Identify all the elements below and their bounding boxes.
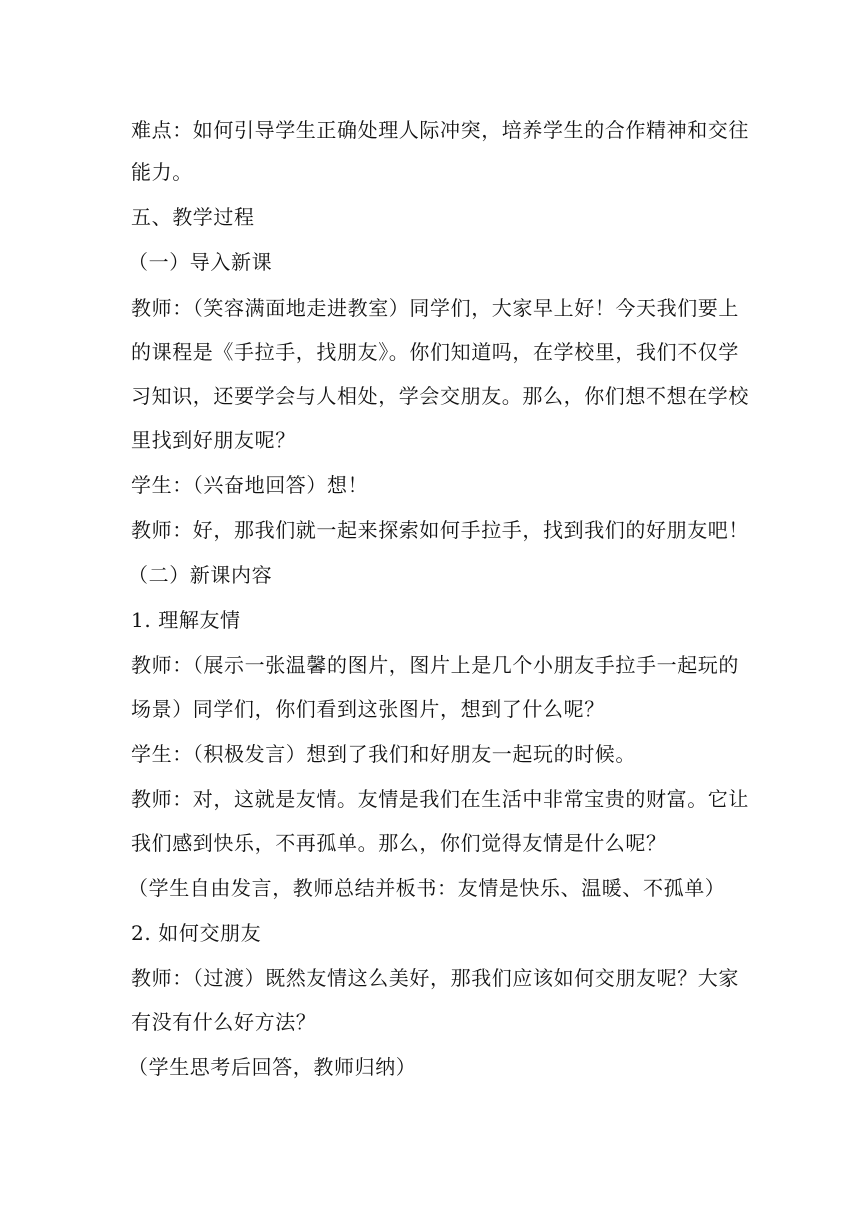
text-line-students-discuss: （学生自由发言，教师总结并板书：友情是快乐、温暖、不孤单） bbox=[128, 876, 726, 900]
text-line-teacher-5: 教师：（过渡）既然友情这么美好，那我们应该如何交朋友呢？大家 bbox=[131, 966, 739, 990]
text-line-teacher-4: 教师：对，这就是友情。友情是我们在生活中非常宝贵的财富。它让 bbox=[131, 787, 749, 811]
text-line-students-answer: （学生思考后回答，教师归纳） bbox=[128, 1055, 417, 1079]
text-line-teacher-4-cont: 我们感到快乐，不再孤单。那么，你们觉得友情是什么呢？ bbox=[131, 831, 667, 855]
text-line-teacher-2: 教师：好，那我们就一起来探索如何手拉手，找到我们的好朋友吧！ bbox=[131, 518, 749, 542]
item-heading-understand-friendship: 1. 理解友情 bbox=[131, 608, 241, 632]
section-heading-teaching-process: 五、教学过程 bbox=[131, 205, 255, 229]
subsection-heading-intro: （一）导入新课 bbox=[128, 250, 273, 274]
text-line-teacher-5-cont: 有没有什么好方法？ bbox=[131, 1010, 317, 1034]
text-line-teacher-1: 教师：（笑容满面地走进教室）同学们，大家早上好！今天我们要上 bbox=[131, 296, 739, 320]
text-line-student-2: 学生：（积极发言）想到了我们和好朋友一起玩的时候。 bbox=[131, 742, 636, 766]
text-line-teacher-1-cont-2: 习知识，还要学会与人相处，学会交朋友。那么，你们想不想在学校 bbox=[131, 384, 749, 408]
text-line-difficulty-cont: 能力。 bbox=[131, 160, 193, 184]
text-line-difficulty: 难点：如何引导学生正确处理人际冲突，培养学生的合作精神和交往 bbox=[131, 118, 749, 142]
text-line-teacher-1-cont-3: 里找到好朋友呢？ bbox=[131, 428, 296, 452]
item-heading-make-friends: 2. 如何交朋友 bbox=[131, 921, 262, 945]
text-line-teacher-3-cont: 场景）同学们，你们看到这张图片，想到了什么呢？ bbox=[131, 697, 605, 721]
text-line-student-1: 学生：（兴奋地回答）想！ bbox=[131, 473, 369, 497]
subsection-heading-new-content: （二）新课内容 bbox=[128, 563, 273, 587]
text-line-teacher-3: 教师：（展示一张温馨的图片，图片上是几个小朋友手拉手一起玩的 bbox=[131, 653, 739, 677]
text-line-teacher-1-cont-1: 的课程是《手拉手，找朋友》。你们知道吗，在学校里，我们不仅学 bbox=[131, 340, 739, 364]
